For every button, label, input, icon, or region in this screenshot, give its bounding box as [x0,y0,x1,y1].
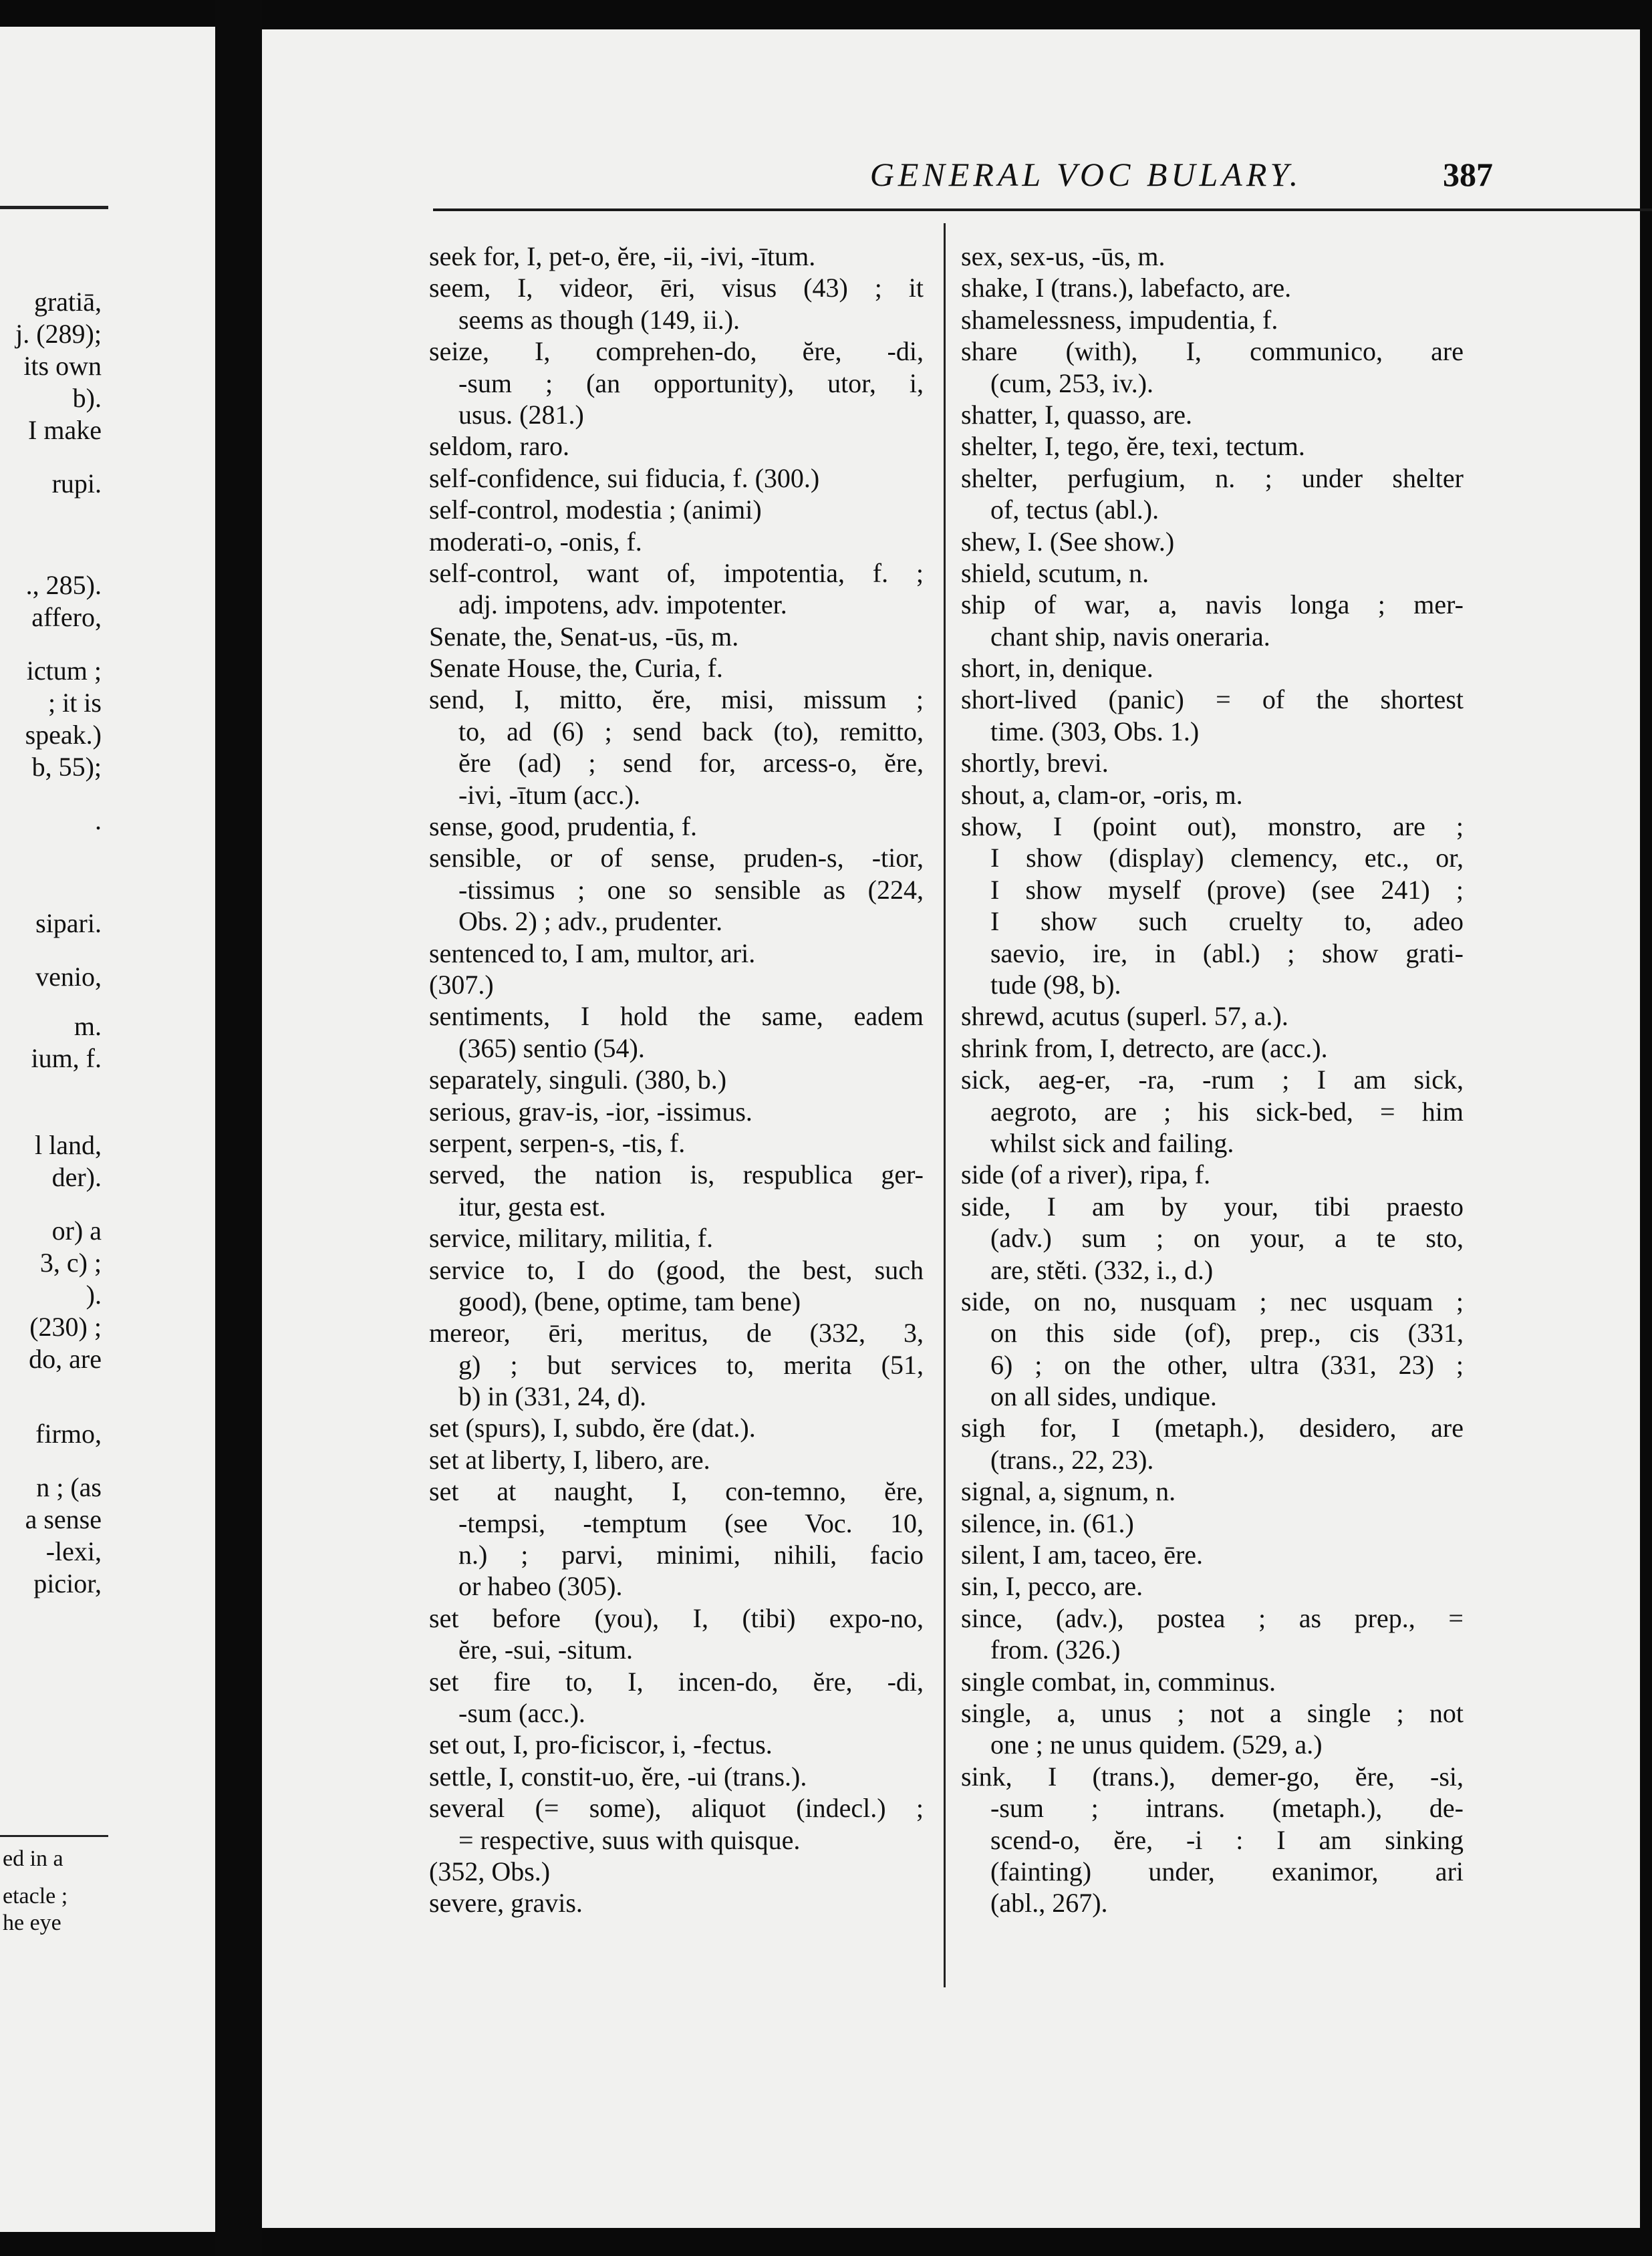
entry-line: shew, I. (See show.) [961,526,1175,557]
entry-line: I show myself (prove) (see 241) ; [990,874,1464,905]
entry-line: -ivi, -ītum (acc.). [458,779,641,810]
entry-line: mereor, ēri, meritus, de (332, 3, [429,1318,924,1349]
entry-line: set (spurs), I, subdo, ĕre (dat.). [429,1413,756,1443]
entry-line: seems as though (149, ii.). [458,304,740,335]
previous-page-line: sipari. [35,908,102,938]
entry-line: set fire to, I, incen-do, ĕre, -di, [429,1666,924,1697]
previous-page-head-rule [0,206,108,209]
entry-line: or habeo (305). [458,1571,623,1602]
entry-line: several (= some), aliquot (indecl.) ; [429,1793,924,1824]
entry-line: sin, I, pecco, are. [961,1571,1143,1602]
entry-line: n.) ; parvi, minimi, nihili, facio [458,1540,924,1570]
previous-page-line: speak.) [25,720,102,750]
entry-line: set out, I, pro-ficiscor, i, -fectus. [429,1729,773,1760]
entry-line: silent, I am, taceo, ēre. [961,1540,1204,1570]
entry-line: side, on no, nusquam ; nec usquam ; [961,1286,1464,1316]
entry-line: service, military, militia, f. [429,1223,714,1254]
entry-line: are, stĕti. (332, i., d.) [990,1254,1214,1285]
previous-page-line: b). [72,383,102,413]
entry-line: whilst sick and failing. [990,1127,1234,1158]
previous-page-line: its own [23,351,102,381]
entry-line: sick, aeg-er, -ra, -rum ; I am sick, [961,1065,1464,1095]
previous-page-line: I make [28,415,102,445]
previous-page-line: -lexi, [45,1536,102,1566]
entry-line: settle, I, constit-uo, ĕre, -ui (trans.). [429,1761,807,1792]
entry-line: usus. (281.) [458,399,584,430]
running-head: GENERAL VOC BULARY. [869,156,1302,193]
previous-page-line: b, 55); [31,752,102,782]
entry-line: show, I (point out), monstro, are ; [961,811,1464,842]
entry-line: signal, a, signum, n. [961,1476,1176,1507]
entry-line: service to, I do (good, the best, such [429,1254,924,1285]
entry-line: self-confidence, sui fiducia, f. (300.) [429,462,820,493]
left-column [429,241,924,1919]
entry-line: shake, I (trans.), labefacto, are. [961,273,1292,303]
entry-line: shout, a, clam-or, -oris, m. [961,779,1243,810]
entry-line: shatter, I, quasso, are. [961,399,1193,430]
previous-page-line: ). [86,1280,102,1310]
entry-line: -sum ; (an opportunity), utor, i, [458,368,924,398]
entry-line: b) in (331, 24, d). [458,1381,647,1412]
entry-line: severe, gravis. [429,1888,583,1919]
entry-line: sex, sex-us, -ūs, m. [961,241,1165,271]
entry-line: ĕre (ad) ; send for, arcess-o, ĕre, [458,748,924,779]
entry-line: shrewd, acutus (superl. 57, a.). [961,1001,1288,1032]
entry-line: ship of war, a, navis longa ; mer- [961,589,1464,620]
entry-line: time. (303, Obs. 1.) [990,716,1200,746]
previous-page-line: venio, [35,962,102,992]
entry-line: chant ship, navis oneraria. [990,621,1270,652]
entry-line: Obs. 2) ; adv., prudenter. [458,906,723,937]
entry-line: shield, scutum, n. [961,557,1149,588]
previous-page-line: picior, [33,1568,102,1598]
entry-line: on this side (of), prep., cis (331, [990,1318,1464,1349]
entry-line: scend-o, ĕre, -i : I am sinking [990,1824,1464,1855]
entry-line: sentiments, I hold the same, eadem [429,1001,924,1032]
entry-line: -sum ; intrans. (metaph.), de- [990,1793,1464,1824]
entry-line: = respective, suus with quisque. [458,1824,801,1855]
entry-line: set at naught, I, con-temno, ĕre, [429,1476,924,1507]
entry-line: adj. impotens, adv. impotenter. [458,589,787,620]
entry-line: -tissimus ; one so sensible as (224, [458,874,924,905]
entry-line: separately, singuli. (380, b.) [429,1065,727,1095]
entry-line: aegroto, are ; his sick-bed, = him [990,1096,1464,1127]
entry-line: self-control, want of, impotentia, f. ; [429,557,924,588]
entry-line: to, ad (6) ; send back (to), remitto, [458,716,924,746]
entry-line: from. (326.) [990,1635,1121,1665]
previous-page-line: rupi. [51,468,102,499]
previous-page-fragment [0,27,215,2232]
entry-line: send, I, mitto, ĕre, misi, missum ; [429,684,924,715]
entry-line: set at liberty, I, libero, are. [429,1444,710,1475]
previous-page-line: ictum ; [26,656,102,686]
column-divider [944,223,946,1987]
entry-line: one ; ne unus quidem. (529, a.) [990,1729,1323,1760]
entry-line: -tempsi, -temptum (see Voc. 10, [458,1508,924,1538]
entry-line: on all sides, undique. [990,1381,1217,1412]
previous-page-line: 3, c) ; [39,1248,102,1278]
vocabulary-page [262,29,1640,2228]
entry-line: (365) sentio (54). [458,1032,645,1063]
entry-line: saevio, ire, in (abl.) ; show grati- [990,938,1464,968]
right-column [961,241,1464,1919]
entry-line: short-lived (panic) = of the shortest [961,684,1464,715]
entry-line: shortly, brevi. [961,748,1109,779]
entry-line: silence, in. (61.) [961,1508,1134,1538]
entry-line: since, (adv.), postea ; as prep., = [961,1602,1464,1633]
previous-page-line: affero, [31,602,102,632]
entry-line: self-control, modestia ; (animi) [429,495,762,525]
previous-page-line: a sense [25,1504,102,1534]
entry-line: shamelessness, impudentia, f. [961,304,1278,335]
entry-line: seek for, I, pet-o, ĕre, -ii, -ivi, -ītum. [429,241,816,271]
previous-page-line: do, are [29,1344,102,1374]
entry-line: shelter, I, tego, ĕre, texi, tectum. [961,431,1305,462]
entry-line: sensible, or of sense, pruden-s, -tior, [429,843,924,873]
entry-line: sink, I (trans.), demer-go, ĕre, -si, [961,1761,1464,1792]
entry-line: ĕre, -sui, -situm. [458,1635,634,1665]
entry-line: serpent, serpen-s, -tis, f. [429,1127,686,1158]
entry-line: share (with), I, communico, are [961,336,1464,367]
entry-line: seem, I, videor, ēri, visus (43) ; it [429,273,924,303]
page-number: 387 [1443,156,1493,193]
previous-page-line: ; it is [47,688,102,718]
entry-line: Senate House, the, Curia, f. [429,653,723,684]
entry-line: shelter, perfugium, n. ; under shelter [961,462,1464,493]
entry-line: serious, grav-is, -ior, -issimus. [429,1096,752,1127]
entry-line: (352, Obs.) [429,1856,551,1886]
previous-page-line: j. (289); [15,319,102,349]
book-gutter [215,0,262,2256]
previous-page-line: n ; (as [36,1472,102,1502]
previous-page-line: ium, f. [31,1043,102,1073]
entry-line: 6) ; on the other, ultra (331, 23) ; [990,1349,1464,1380]
entry-line: side (of a river), ripa, f. [961,1159,1211,1190]
previous-page-line: firmo, [35,1419,102,1449]
entry-line: good), (bene, optime, tam bene) [458,1286,801,1316]
previous-page-line: l land, [35,1130,102,1160]
previous-page-line: gratiā, [33,287,102,317]
previous-page-line: . [95,805,102,835]
entry-line: (adv.) sum ; on your, a te sto, [990,1223,1464,1254]
entry-line: sense, good, prudentia, f. [429,811,698,842]
previous-page-footnote-line: ed in a [3,1846,63,1871]
entry-line: (fainting) under, exanimor, ari [990,1856,1464,1886]
entry-line: (cum, 253, iv.). [990,368,1154,398]
entry-line: (abl., 267). [990,1888,1108,1919]
previous-page-line: ., 285). [25,570,102,600]
entry-line: side, I am by your, tibi praesto [961,1191,1464,1222]
entry-line: sigh for, I (metaph.), desidero, are [961,1413,1464,1443]
previous-page-line: der). [51,1162,102,1192]
entry-line: moderati-o, -onis, f. [429,526,642,557]
entry-line: (307.) [429,969,494,1000]
entry-line: served, the nation is, respublica ger- [429,1159,924,1190]
previous-page-line: or) a [51,1216,102,1246]
head-rule [433,208,1652,211]
entry-line: I show (display) clemency, etc., or, [990,843,1464,873]
entry-line: g) ; but services to, merita (51, [458,1349,924,1380]
entry-line: of, tectus (abl.). [990,495,1159,525]
previous-page-footnote-line: etacle ; [3,1884,68,1909]
entry-line: (trans., 22, 23). [990,1444,1154,1475]
entry-line: -sum (acc.). [458,1697,585,1728]
entry-line: Senate, the, Senat-us, -ūs, m. [429,621,739,652]
entry-line: seize, I, comprehen-do, ĕre, -di, [429,336,924,367]
entry-line: single, a, unus ; not a single ; not [961,1697,1464,1728]
entry-line: seldom, raro. [429,431,569,462]
entry-line: single combat, in, comminus. [961,1666,1276,1697]
entry-line: sentenced to, I am, multor, ari. [429,938,756,968]
entry-line: set before (you), I, (tibi) expo-no, [429,1602,924,1633]
entry-line: itur, gesta est. [458,1191,606,1222]
previous-page-line: (230) ; [29,1312,102,1342]
entry-line: short, in, denique. [961,653,1153,684]
entry-line: shrink from, I, detrecto, are (acc.). [961,1032,1328,1063]
entry-line: tude (98, b). [990,969,1121,1000]
previous-page-line: m. [74,1011,102,1041]
previous-page-footnote-rule [0,1835,108,1837]
entry-line: I show such cruelty to, adeo [990,906,1464,937]
previous-page-footnote-line: he eye [3,1911,61,1935]
